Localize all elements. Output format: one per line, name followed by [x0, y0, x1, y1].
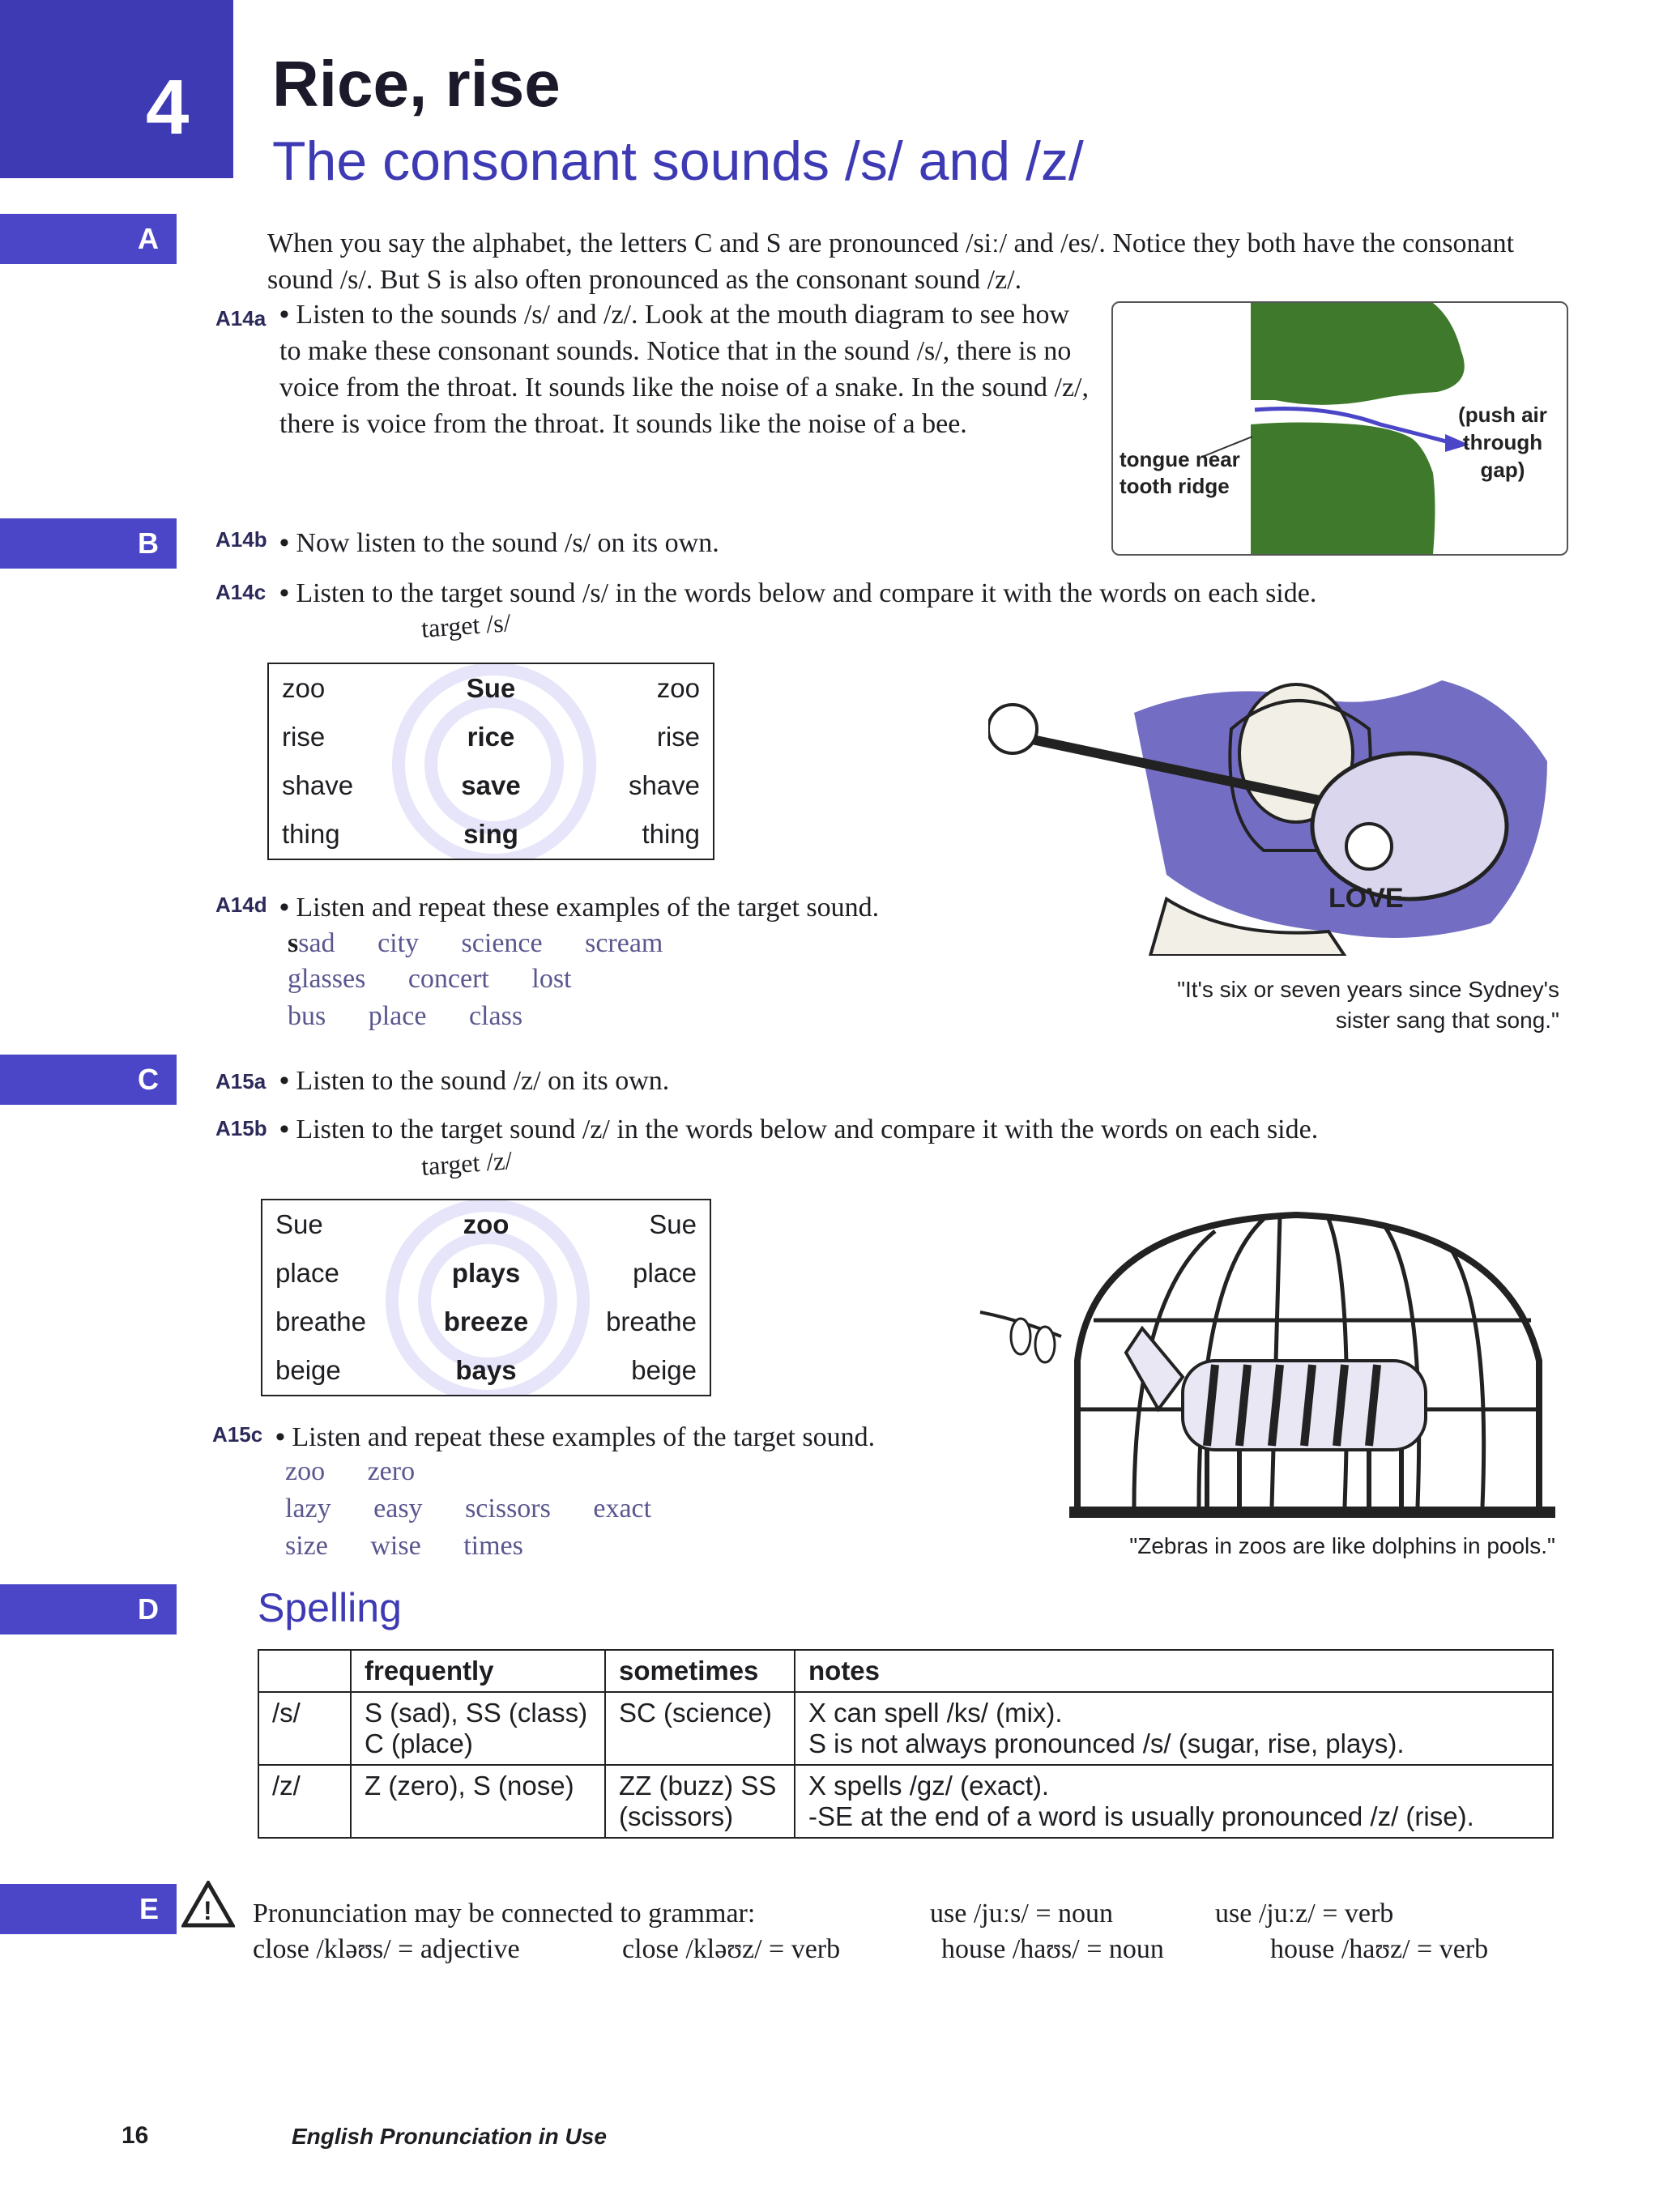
table-cell: beige	[631, 1355, 697, 1385]
section-c-bullet1: • Listen to the sound /z/ on its own.	[279, 1063, 669, 1099]
section-tab-d: D	[0, 1584, 177, 1634]
table-row	[258, 1692, 1553, 1765]
table-row	[262, 1346, 710, 1395]
target-s-label: target /s/	[420, 607, 512, 643]
page-subtitle: The consonant sounds /s/ and /z/	[272, 130, 1084, 192]
section-e-line1a: Pronunciation may be connected to grammar:	[253, 1899, 756, 1929]
table-cell: ZZ (buzz) SS (scissors)	[605, 1765, 795, 1838]
table-cell: S (sad), SS (class) C (place)	[351, 1692, 605, 1765]
section-e-line1b: use /juːs/ = noun	[930, 1899, 1114, 1929]
note-line: S is not always pronounced /s/ (sugar, rise, plays).	[808, 1728, 1405, 1758]
audio-a15c[interactable]: A15c	[212, 1422, 263, 1447]
example-word: glasses	[288, 964, 366, 994]
table-row	[269, 810, 713, 859]
example-word: wise	[370, 1531, 421, 1561]
table-cell: save	[461, 770, 521, 800]
table-cell: /s/	[258, 1692, 351, 1765]
section-c-bullet3: • Listen and repeat these examples of the target sound.	[275, 1419, 875, 1455]
table-cell: Sue	[466, 673, 516, 703]
zebra-cage-illustration	[972, 1199, 1563, 1523]
section-e-line2b: close /kləʊz/ = verb	[622, 1934, 841, 1964]
diagram-label-air: (push air through gap)	[1458, 403, 1547, 482]
example-word: place	[368, 1001, 427, 1031]
example-word: lazy	[285, 1494, 331, 1524]
examples-s-row1: ssad city science scream	[288, 928, 663, 958]
warning-icon	[181, 1881, 235, 1932]
example-word: city	[377, 928, 420, 958]
table-cell: bays	[455, 1355, 517, 1385]
table-row	[262, 1200, 710, 1249]
target-z-label: target /z/	[420, 1145, 514, 1181]
table-row	[258, 1765, 1553, 1838]
guitar-illustration-svg	[988, 664, 1555, 956]
section-b-bullet1: • Now listen to the sound /s/ on its own.	[279, 525, 719, 561]
table-cell: rise	[282, 722, 326, 752]
love-text: LOVE	[1328, 883, 1404, 914]
table-cell: place	[275, 1258, 339, 1288]
section-a-intro: When you say the alphabet, the letters C and S are pronounced /siː/ and /es/. Notice they both have the consonant sound /s/. But S is also often pronounced as the consonant sound /z/.	[267, 228, 1515, 295]
table-cell: zoo	[463, 1209, 510, 1239]
zebra-cage-svg	[972, 1199, 1563, 1523]
section-e-line2c: house /haʊs/ = noun	[941, 1934, 1164, 1964]
guitar-player-illustration	[988, 664, 1555, 956]
table-cell: Sue	[649, 1209, 697, 1239]
audio-a15b[interactable]: A15b	[215, 1116, 267, 1140]
example-word: scream	[585, 928, 663, 958]
table-cell: Z (zero), S (nose)	[351, 1765, 605, 1838]
section-b-bullet3: • Listen and repeat these examples of the target sound.	[279, 889, 879, 926]
diagram-label-tongue: tongue near tooth ridge	[1120, 447, 1240, 498]
section-tab-b: B	[0, 518, 177, 569]
table-cell: zoo	[656, 673, 701, 703]
examples-z-row2	[285, 1494, 687, 1524]
table-cell: /z/	[258, 1765, 351, 1838]
table-row	[269, 664, 713, 713]
spelling-heading: Spelling	[258, 1585, 402, 1630]
example-word: sad	[298, 928, 335, 958]
example-word: exact	[593, 1494, 652, 1524]
audio-a14c[interactable]: A14c	[215, 580, 267, 604]
audio-a14a[interactable]: A14a	[215, 306, 267, 330]
example-word: bus	[288, 1001, 326, 1031]
spelling-table	[258, 1649, 1554, 1839]
table-cell: breathe	[606, 1306, 697, 1336]
note-line: X can spell /ks/ (mix).	[808, 1698, 1063, 1728]
table-cell	[795, 1765, 1553, 1838]
table-cell: thing	[642, 819, 701, 849]
table-cell: plays	[451, 1258, 521, 1288]
note-line: -SE at the end of a word is usually pronounced /z/ (rise).	[808, 1801, 1474, 1831]
table-cell: rice	[467, 722, 515, 752]
table-cell: zoo	[282, 673, 326, 703]
example-word: scissors	[465, 1494, 551, 1524]
table-cell: beige	[275, 1355, 341, 1385]
section-e-line2d: house /haʊz/ = verb	[1270, 1934, 1489, 1964]
note-line: X spells /gz/ (exact).	[808, 1771, 1050, 1801]
examples-s-row2	[288, 964, 608, 995]
table-cell: shave	[282, 770, 354, 800]
unit-number: 4	[146, 64, 190, 151]
section-tab-a: A	[0, 214, 177, 264]
target-s-table	[267, 663, 714, 860]
example-word: times	[463, 1531, 523, 1561]
section-c-bullet2: • Listen to the target sound /z/ in the words below and compare it with the words on each side.	[279, 1111, 1318, 1148]
target-z-table	[261, 1199, 711, 1396]
audio-a15a[interactable]: A15a	[215, 1069, 267, 1093]
table-row	[262, 1298, 710, 1346]
table-cell: breathe	[275, 1306, 366, 1336]
example-word: science	[461, 928, 543, 958]
table-header: frequently	[351, 1650, 605, 1692]
unit-tab	[0, 0, 233, 178]
example-word: zoo	[285, 1456, 326, 1486]
table-row	[262, 1249, 710, 1298]
table-cell: rise	[656, 722, 701, 752]
svg-text:!: !	[203, 1896, 212, 1925]
section-e-line2a: close /kləʊs/ = adjective	[253, 1934, 520, 1964]
audio-a14b[interactable]: A14b	[215, 527, 267, 552]
table-cell: place	[633, 1258, 697, 1288]
caption-z: "Zebras in zoos are like dolphins in pools."	[1129, 1533, 1555, 1558]
table-header: notes	[795, 1650, 1553, 1692]
table-row	[269, 761, 713, 810]
table-cell: sing	[463, 819, 518, 849]
example-word: size	[285, 1531, 328, 1561]
table-header-row	[258, 1650, 1553, 1692]
examples-z-row1	[285, 1456, 450, 1487]
section-e-line1c: use /juːz/ = verb	[1215, 1899, 1394, 1929]
examples-s-row3	[288, 1001, 558, 1032]
example-word: easy	[373, 1494, 423, 1524]
section-tab-c: C	[0, 1055, 177, 1105]
page-title: Rice, rise	[272, 48, 561, 120]
table-cell: thing	[282, 819, 340, 849]
example-word: class	[468, 1001, 523, 1031]
table-cell: SC (science)	[605, 1692, 795, 1765]
table-header: sometimes	[605, 1650, 795, 1692]
page-number: 16	[122, 2122, 149, 2149]
caption-s: "It's six or seven years since Sydney's sister sang that song."	[1177, 977, 1559, 1033]
table-cell: breeze	[443, 1306, 529, 1336]
table-header	[258, 1650, 351, 1692]
examples-z-row3	[285, 1531, 559, 1562]
section-tab-e: E	[0, 1884, 177, 1934]
table-cell: Sue	[275, 1209, 323, 1239]
example-word: zero	[367, 1456, 416, 1486]
example-word: concert	[407, 964, 489, 994]
audio-a14d[interactable]: A14d	[215, 893, 267, 917]
table-row	[269, 713, 713, 761]
table-cell	[795, 1692, 1553, 1765]
example-word: lost	[531, 964, 572, 994]
book-title: English Pronunciation in Use	[292, 2124, 607, 2149]
section-a-bullet: • Listen to the sounds /s/ and /z/. Look at the mouth diagram to see how to make these consonant sounds. Notice that in the sound /s/, there is no voice from the throat. It sounds like the noise of a snake. In the sound /z/, there is voice from the throat. It sounds like the noise of a bee.	[279, 296, 1090, 442]
section-b-bullet2: • Listen to the target sound /s/ in the words below and compare it with the words on each side.	[279, 575, 1316, 612]
table-cell: shave	[628, 770, 701, 800]
